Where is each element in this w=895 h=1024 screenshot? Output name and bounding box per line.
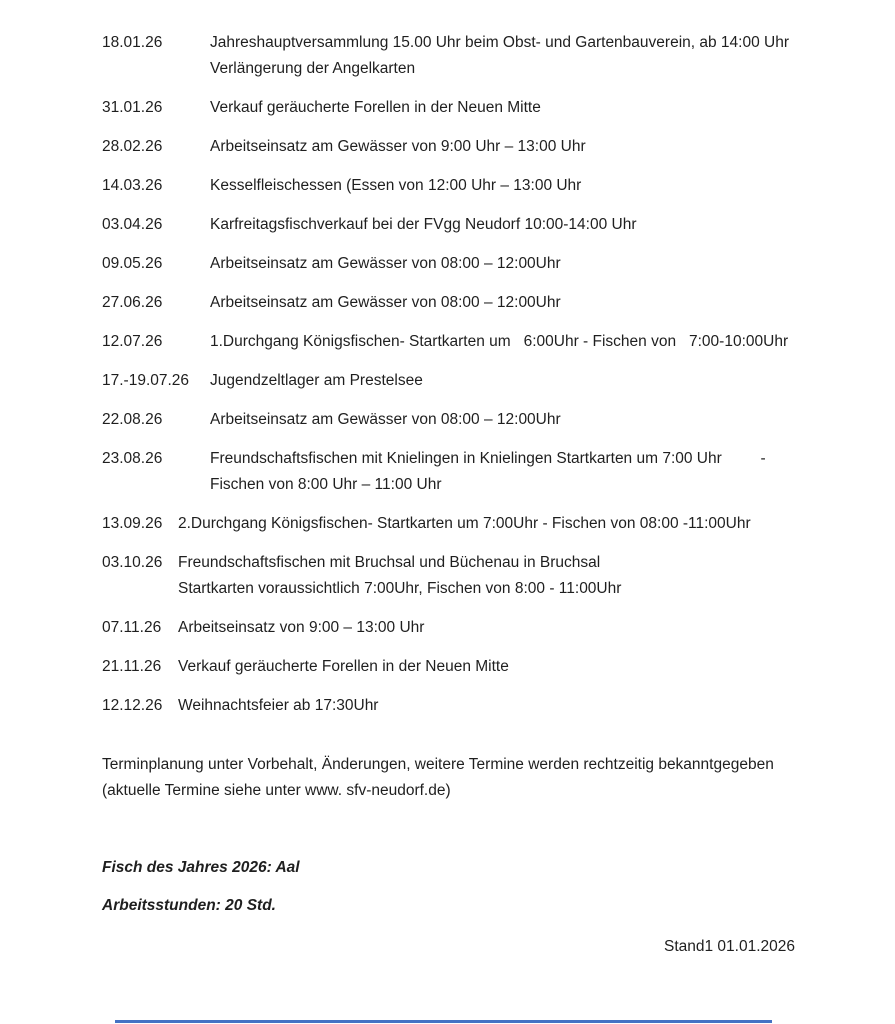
event-row xyxy=(102,654,795,680)
event-date: 03.04.26 xyxy=(102,216,163,233)
event-description-line: Arbeitseinsatz am Gewässer von 08:00 – 12:00Uhr xyxy=(210,255,561,272)
event-row xyxy=(102,368,795,394)
event-description xyxy=(210,173,795,199)
event-row xyxy=(102,550,795,602)
event-description xyxy=(210,134,795,160)
event-row xyxy=(102,251,795,277)
event-date: 18.01.26 xyxy=(102,34,163,51)
event-row xyxy=(102,615,795,641)
event-date: 13.09.26 xyxy=(102,515,163,532)
event-date: 03.10.26 xyxy=(102,554,163,571)
event-description xyxy=(210,446,795,498)
event-date: 17.-19.07.26 xyxy=(102,372,190,389)
event-description xyxy=(178,615,795,641)
event-description-line: Arbeitseinsatz am Gewässer von 9:00 Uhr – 13:00 Uhr xyxy=(210,138,586,155)
event-description-line: Jugendzeltlager am Prestelsee xyxy=(210,372,423,389)
event-row xyxy=(102,329,795,355)
event-row xyxy=(102,446,795,498)
disclaimer-block xyxy=(102,752,795,804)
event-row xyxy=(102,212,795,238)
event-date: 21.11.26 xyxy=(102,658,162,675)
event-description xyxy=(210,407,795,433)
event-date: 28.02.26 xyxy=(102,138,163,155)
event-row xyxy=(102,511,795,537)
event-row xyxy=(102,407,795,433)
event-date: 22.08.26 xyxy=(102,411,163,428)
event-description xyxy=(210,30,795,82)
fish-of-the-year-line: Fisch des Jahres 2026: Aal xyxy=(102,859,300,876)
event-description xyxy=(210,251,795,277)
event-date: 23.08.26 xyxy=(102,450,163,467)
event-description xyxy=(178,550,795,602)
event-date: 07.11.26 xyxy=(102,619,162,636)
event-row xyxy=(102,30,795,82)
event-description-line: Karfreitagsfischverkauf bei der FVgg Neudorf 10:00-14:00 Uhr xyxy=(210,216,637,233)
event-description-line: Verkauf geräucherte Forellen in der Neuen Mitte xyxy=(178,658,509,675)
event-description-line: Verkauf geräucherte Forellen in der Neuen Mitte xyxy=(210,99,541,116)
event-description-line: Weihnachtsfeier ab 17:30Uhr xyxy=(178,697,379,714)
event-row xyxy=(102,290,795,316)
event-description-line: Freundschaftsfischen mit Bruchsal und Büchenau in Bruchsal xyxy=(178,554,601,571)
event-description-line: Arbeitseinsatz am Gewässer von 08:00 – 12:00Uhr xyxy=(210,411,561,428)
event-description-line: Kesselfleischessen (Essen von 12:00 Uhr – 13:00 Uhr xyxy=(210,177,582,194)
event-date: 12.07.26 xyxy=(102,333,163,350)
event-date: 27.06.26 xyxy=(102,294,163,311)
event-row xyxy=(102,95,795,121)
event-description-line: Startkarten voraussichtlich 7:00Uhr, Fischen von 8:00 - 11:00Uhr xyxy=(178,580,622,597)
event-description-line: Arbeitseinsatz von 9:00 – 13:00 Uhr xyxy=(178,619,425,636)
event-description-line: Freundschaftsfischen mit Knielingen in Knielingen Startkarten um 7:00 Uhr - xyxy=(210,450,766,467)
event-description-line: 1.Durchgang Königsfischen- Startkarten um 6:00Uhr - Fischen von 7:00-10:00Uhr xyxy=(210,333,789,350)
event-description xyxy=(178,654,795,680)
event-description xyxy=(210,329,795,355)
event-date: 12.12.26 xyxy=(102,697,163,714)
version-stand-note: Stand1 01.01.2026 xyxy=(663,938,795,955)
event-description-line: Fischen von 8:00 Uhr – 11:00 Uhr xyxy=(210,476,442,493)
event-description xyxy=(178,693,795,719)
event-description xyxy=(178,511,795,537)
event-description-line: Verlängerung der Angelkarten xyxy=(210,60,416,77)
event-description-line: 2.Durchgang Königsfischen- Startkarten um 7:00Uhr - Fischen von 08:00 -11:00Uhr xyxy=(178,515,751,532)
bottom-accent-line xyxy=(115,1020,772,1023)
disclaimer-line: (aktuelle Termine siehe unter www. sfv-neudorf.de) xyxy=(102,782,451,799)
event-description xyxy=(210,212,795,238)
event-description-line: Jahreshauptversammlung 15.00 Uhr beim Obst- und Gartenbauverein, ab 14:00 Uhr xyxy=(210,34,789,51)
event-description xyxy=(210,290,795,316)
event-date: 09.05.26 xyxy=(102,255,163,272)
event-date: 14.03.26 xyxy=(102,177,163,194)
event-date: 31.01.26 xyxy=(102,99,163,116)
event-list xyxy=(102,30,795,719)
work-hours-line: Arbeitsstunden: 20 Std. xyxy=(102,897,276,914)
highlights-block xyxy=(102,855,795,919)
event-row xyxy=(102,173,795,199)
event-description-line: Arbeitseinsatz am Gewässer von 08:00 – 12:00Uhr xyxy=(210,294,561,311)
event-row xyxy=(102,693,795,719)
event-row xyxy=(102,134,795,160)
disclaimer-line: Terminplanung unter Vorbehalt, Änderungen, weitere Termine werden rechtzeitig bekanntgegeben xyxy=(102,756,774,773)
event-description xyxy=(210,95,795,121)
event-description xyxy=(210,368,795,394)
